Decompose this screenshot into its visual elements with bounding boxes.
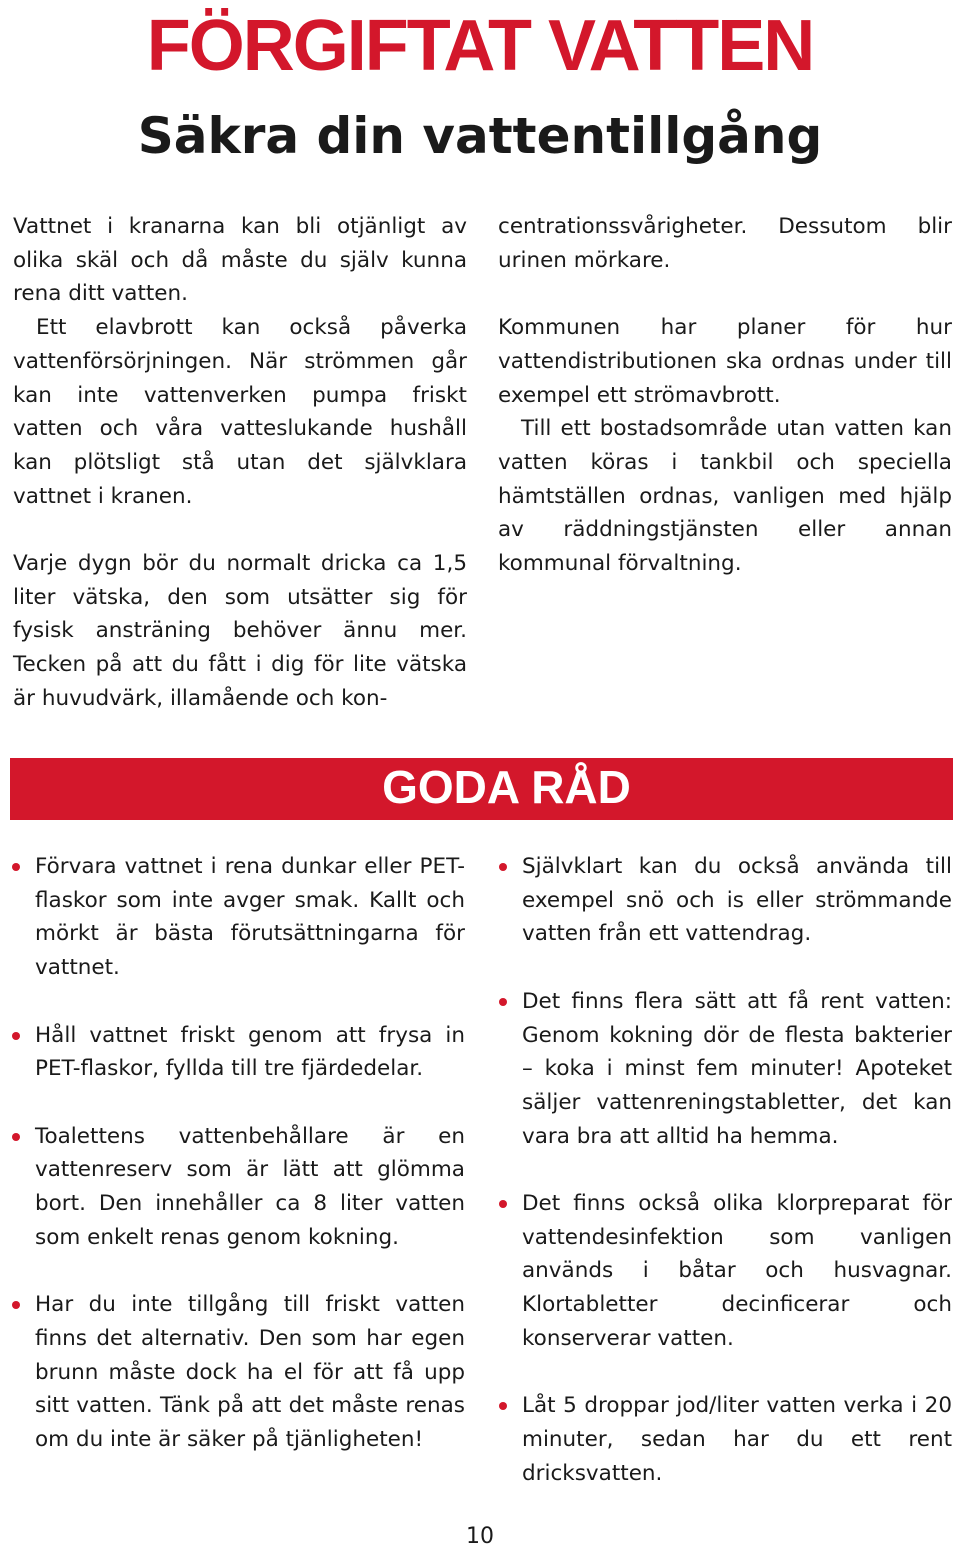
tip-item: [522, 1389, 952, 1490]
intro-paragraph: Varje dygn bör du normalt dricka ca 1,5 liter vätska, den som utsätter sig för fysisk ansträning behöver ännu mer. Tecken på att du fått i dig för lite vätska är huvudvärk, illamående och kon-: [13, 551, 467, 711]
intro-column-left: [13, 210, 467, 716]
intro-paragraph: centrationssvårigheter. Dessutom blir urinen mörkare.: [498, 214, 952, 273]
page-number: 10: [466, 1524, 494, 1549]
bullet-icon: [499, 1200, 507, 1208]
bullet-icon: [12, 863, 20, 871]
bullet-icon: [499, 1402, 507, 1410]
bullet-icon: [12, 1032, 20, 1040]
tip-item: [522, 1187, 952, 1356]
tip-item: [522, 850, 952, 951]
tips-heading: GODA RÅD: [382, 761, 631, 813]
intro-paragraph: Vattnet i kranarna kan bli otjänligt av olika skäl och då måste du själv kunna rena ditt vatten.: [13, 214, 467, 307]
tip-text: Håll vattnet friskt genom att frysa in PET-flaskor, fyllda till tre fjärdedelar.: [35, 1022, 465, 1082]
page-title: FÖRGIFTAT VATTEN: [146, 6, 814, 86]
tip-text: Det finns också olika klorpreparat för vattendesinfektion som vanligen används i båtar och husvagnar. Klortabletter decinficerar och konserverar vatten.: [522, 1191, 952, 1351]
tip-item: [35, 850, 465, 985]
tips-list-left: [35, 850, 465, 1490]
tips-list-right: [522, 850, 952, 1524]
tip-text: Det finns flera sätt att få rent vatten: Genom kokning dör de flesta bakterier – koka i minst fem minuter! Apoteket säljer vattenreningstabletter, det kan vara bra att alltid ha hemma.: [522, 988, 952, 1149]
bullet-icon: [12, 1301, 20, 1309]
page-subtitle: Säkra din vattentillgång: [137, 107, 823, 165]
tip-item: [35, 1288, 465, 1457]
bullet-icon: [499, 863, 507, 871]
intro-paragraph: Till ett bostadsområde utan vatten kan vatten köras i tankbil och speciella hämtställen ordnas, vanligen med hjälp av räddningstjänsten eller annan kommunal förvaltning.: [498, 416, 952, 577]
tip-text: Låt 5 droppar jod/liter vatten verka i 20 minuter, sedan har du ett rent dricksvatten.: [522, 1393, 952, 1486]
intro-paragraph: Kommunen har planer för hur vattendistributionen ska ordnas under till exempel ett strömavbrott.: [498, 315, 952, 408]
tip-item: [35, 1019, 465, 1086]
tip-text: Förvara vattnet i rena dunkar eller PET-flaskor som inte avger smak. Kallt och mörkt är bästa förutsättningarna för vattnet.: [35, 854, 465, 981]
tip-text: Toalettens vattenbehållare är en vattenreserv som är lätt att glömma bort. Den innehåller ca 8 liter vatten som enkelt renas genom kokning.: [35, 1123, 465, 1250]
tip-item: [35, 1120, 465, 1255]
tip-item: [522, 985, 952, 1154]
bullet-icon: [12, 1133, 20, 1141]
bullet-icon: [499, 998, 507, 1006]
intro-paragraph: Ett elavbrott kan också påverka vattenförsörjningen. När strömmen går kan inte vattenverken pumpa friskt vatten och våra vatteslukande hushåll kan plötsligt stå utan det självklara vattnet i kranen.: [13, 315, 467, 509]
intro-column-right: [498, 210, 952, 581]
tip-text: Har du inte tillgång till friskt vatten finns det alternativ. Den som har egen brunn måste dock ha el för att få upp sitt vatten. Tänk på att det måste renas om du inte är säker på tjänligheten!: [35, 1292, 465, 1452]
tips-banner: [10, 758, 953, 820]
tip-text: Självklart kan du också använda till exempel snö och is eller strömmande vatten från ett vattendrag.: [522, 854, 952, 947]
